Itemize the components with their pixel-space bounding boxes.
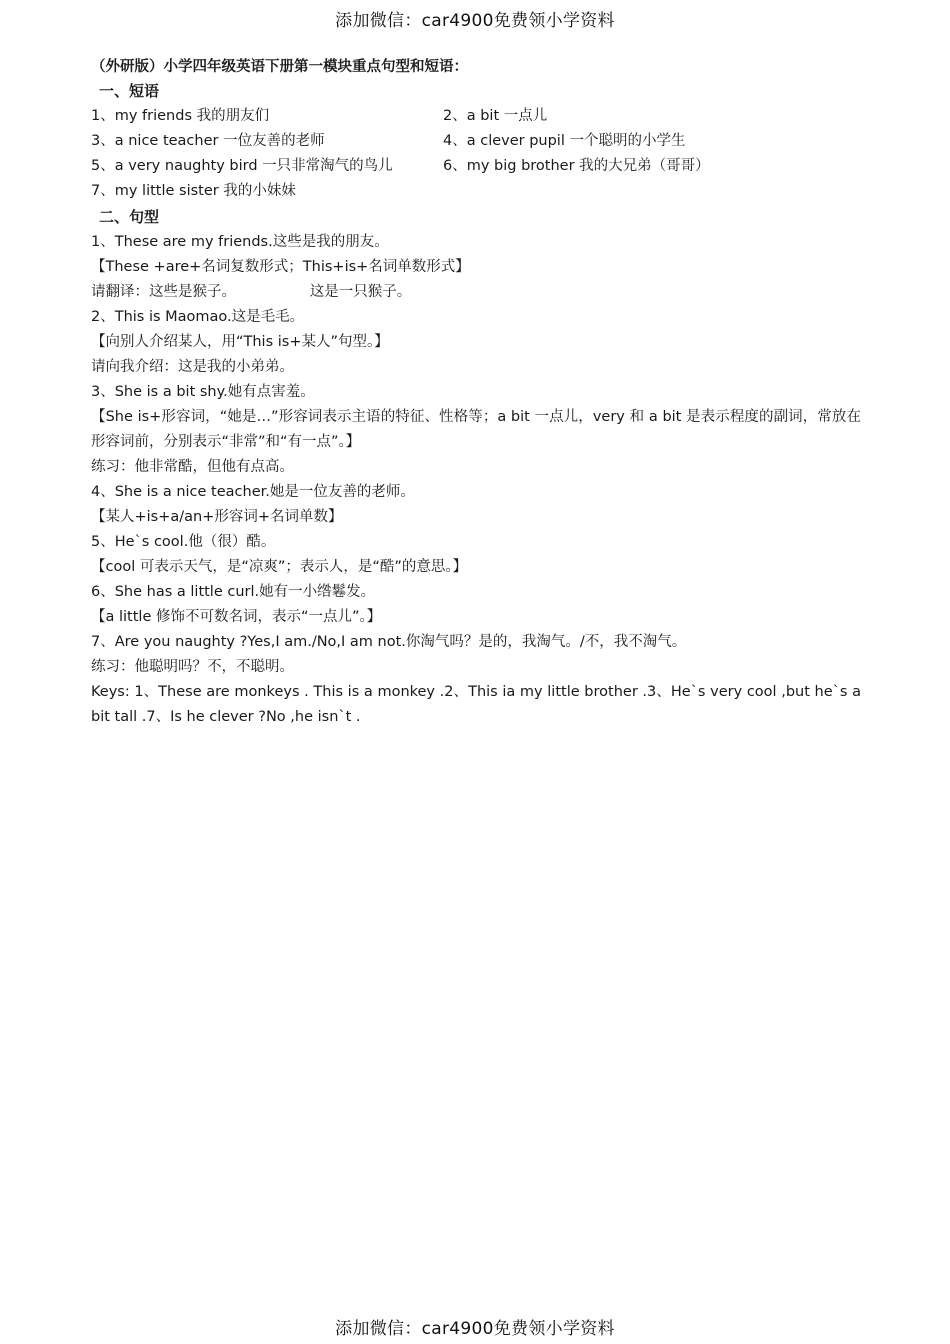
sentence-line: 5、He`s cool.他（很）酷。 (91, 534, 276, 550)
grammar-note: 【She is+形容词，“她是…”形容词表示主语的特征、性格等；a bit 一点儿，very 和 a bit 是表示程度的副词，常放在形容词前，分别表示“非常”和“有一点”。】 (91, 409, 861, 450)
sentence-line: 练习：他聪明吗？不，不聪明。 (91, 659, 294, 675)
phrase-row (91, 104, 861, 129)
phrase-item: 5、a very naughty bird 一只非常淘气的鸟儿 (91, 158, 393, 174)
document-body (91, 56, 861, 730)
sentence-line: 2、This is Maomao.这是毛毛。 (91, 309, 305, 325)
section-heading-sentences: 二、句型 (99, 208, 160, 226)
phrase-item: 3、a nice teacher 一位友善的老师 (91, 133, 325, 149)
phrase-item: 4、a clever pupil 一个聪明的小学生 (443, 133, 686, 149)
phrase-item: 6、my big brother 我的大兄弟（哥哥） (443, 158, 710, 174)
phrase-item: 2、a bit 一点儿 (443, 108, 548, 124)
sentence-line: 【cool 可表示天气，是“凉爽”；表示人，是“酷”的意思。】 (91, 559, 468, 575)
sentence-line: 练习：他非常酷，但他有点高。 (91, 459, 294, 475)
phrase-row (91, 154, 861, 179)
phrase-row (91, 179, 861, 204)
sentence-line: 【向别人介绍某人，用“This is+某人”句型。】 (91, 334, 389, 350)
answer-keys: Keys: 1、These are monkeys . This is a monkey .2、This ia my little brother .3、He`s very cool ,but he`s a bit tall .7、Is he clever ?No ,he isn`t . (91, 684, 861, 725)
sentence-line: 4、She is a nice teacher.她是一位友善的老师。 (91, 484, 415, 500)
sentence-line: 1、These are my friends.这些是我的朋友。 (91, 234, 389, 250)
sentence-line: 【These +are+名词复数形式；This+is+名词单数形式】 (91, 259, 470, 275)
sentence-line: 6、She has a little curl.她有一小绺鬈发。 (91, 584, 376, 600)
sentence-line: 请翻译：这些是猴子。 这是一只猴子。 (91, 284, 412, 300)
sentence-line: 【某人+is+a/an+形容词+名词单数】 (91, 509, 343, 525)
sentence-line: 7、Are you naughty ?Yes,I am./No,I am not.你淘气吗？是的，我淘气。/不，我不淘气。 (91, 634, 687, 650)
phrase-item: 1、my friends 我的朋友们 (91, 108, 270, 124)
phrase-row (91, 129, 861, 154)
sentence-line: 请向我介绍：这是我的小弟弟。 (91, 359, 294, 375)
phrase-item: 7、my little sister 我的小妹妹 (91, 183, 296, 199)
document-title: （外研版）小学四年级英语下册第一模块重点句型和短语： (91, 59, 468, 75)
sentence-line: 【a little 修饰不可数名词，表示“一点儿”。】 (91, 609, 382, 625)
section-heading-phrases: 一、短语 (99, 82, 160, 100)
sentence-line: 3、She is a bit shy.她有点害羞。 (91, 384, 315, 400)
footer-banner: 添加微信：car4900免费领小学资料 (335, 1319, 615, 1339)
header-banner: 添加微信：car4900免费领小学资料 (335, 11, 615, 31)
